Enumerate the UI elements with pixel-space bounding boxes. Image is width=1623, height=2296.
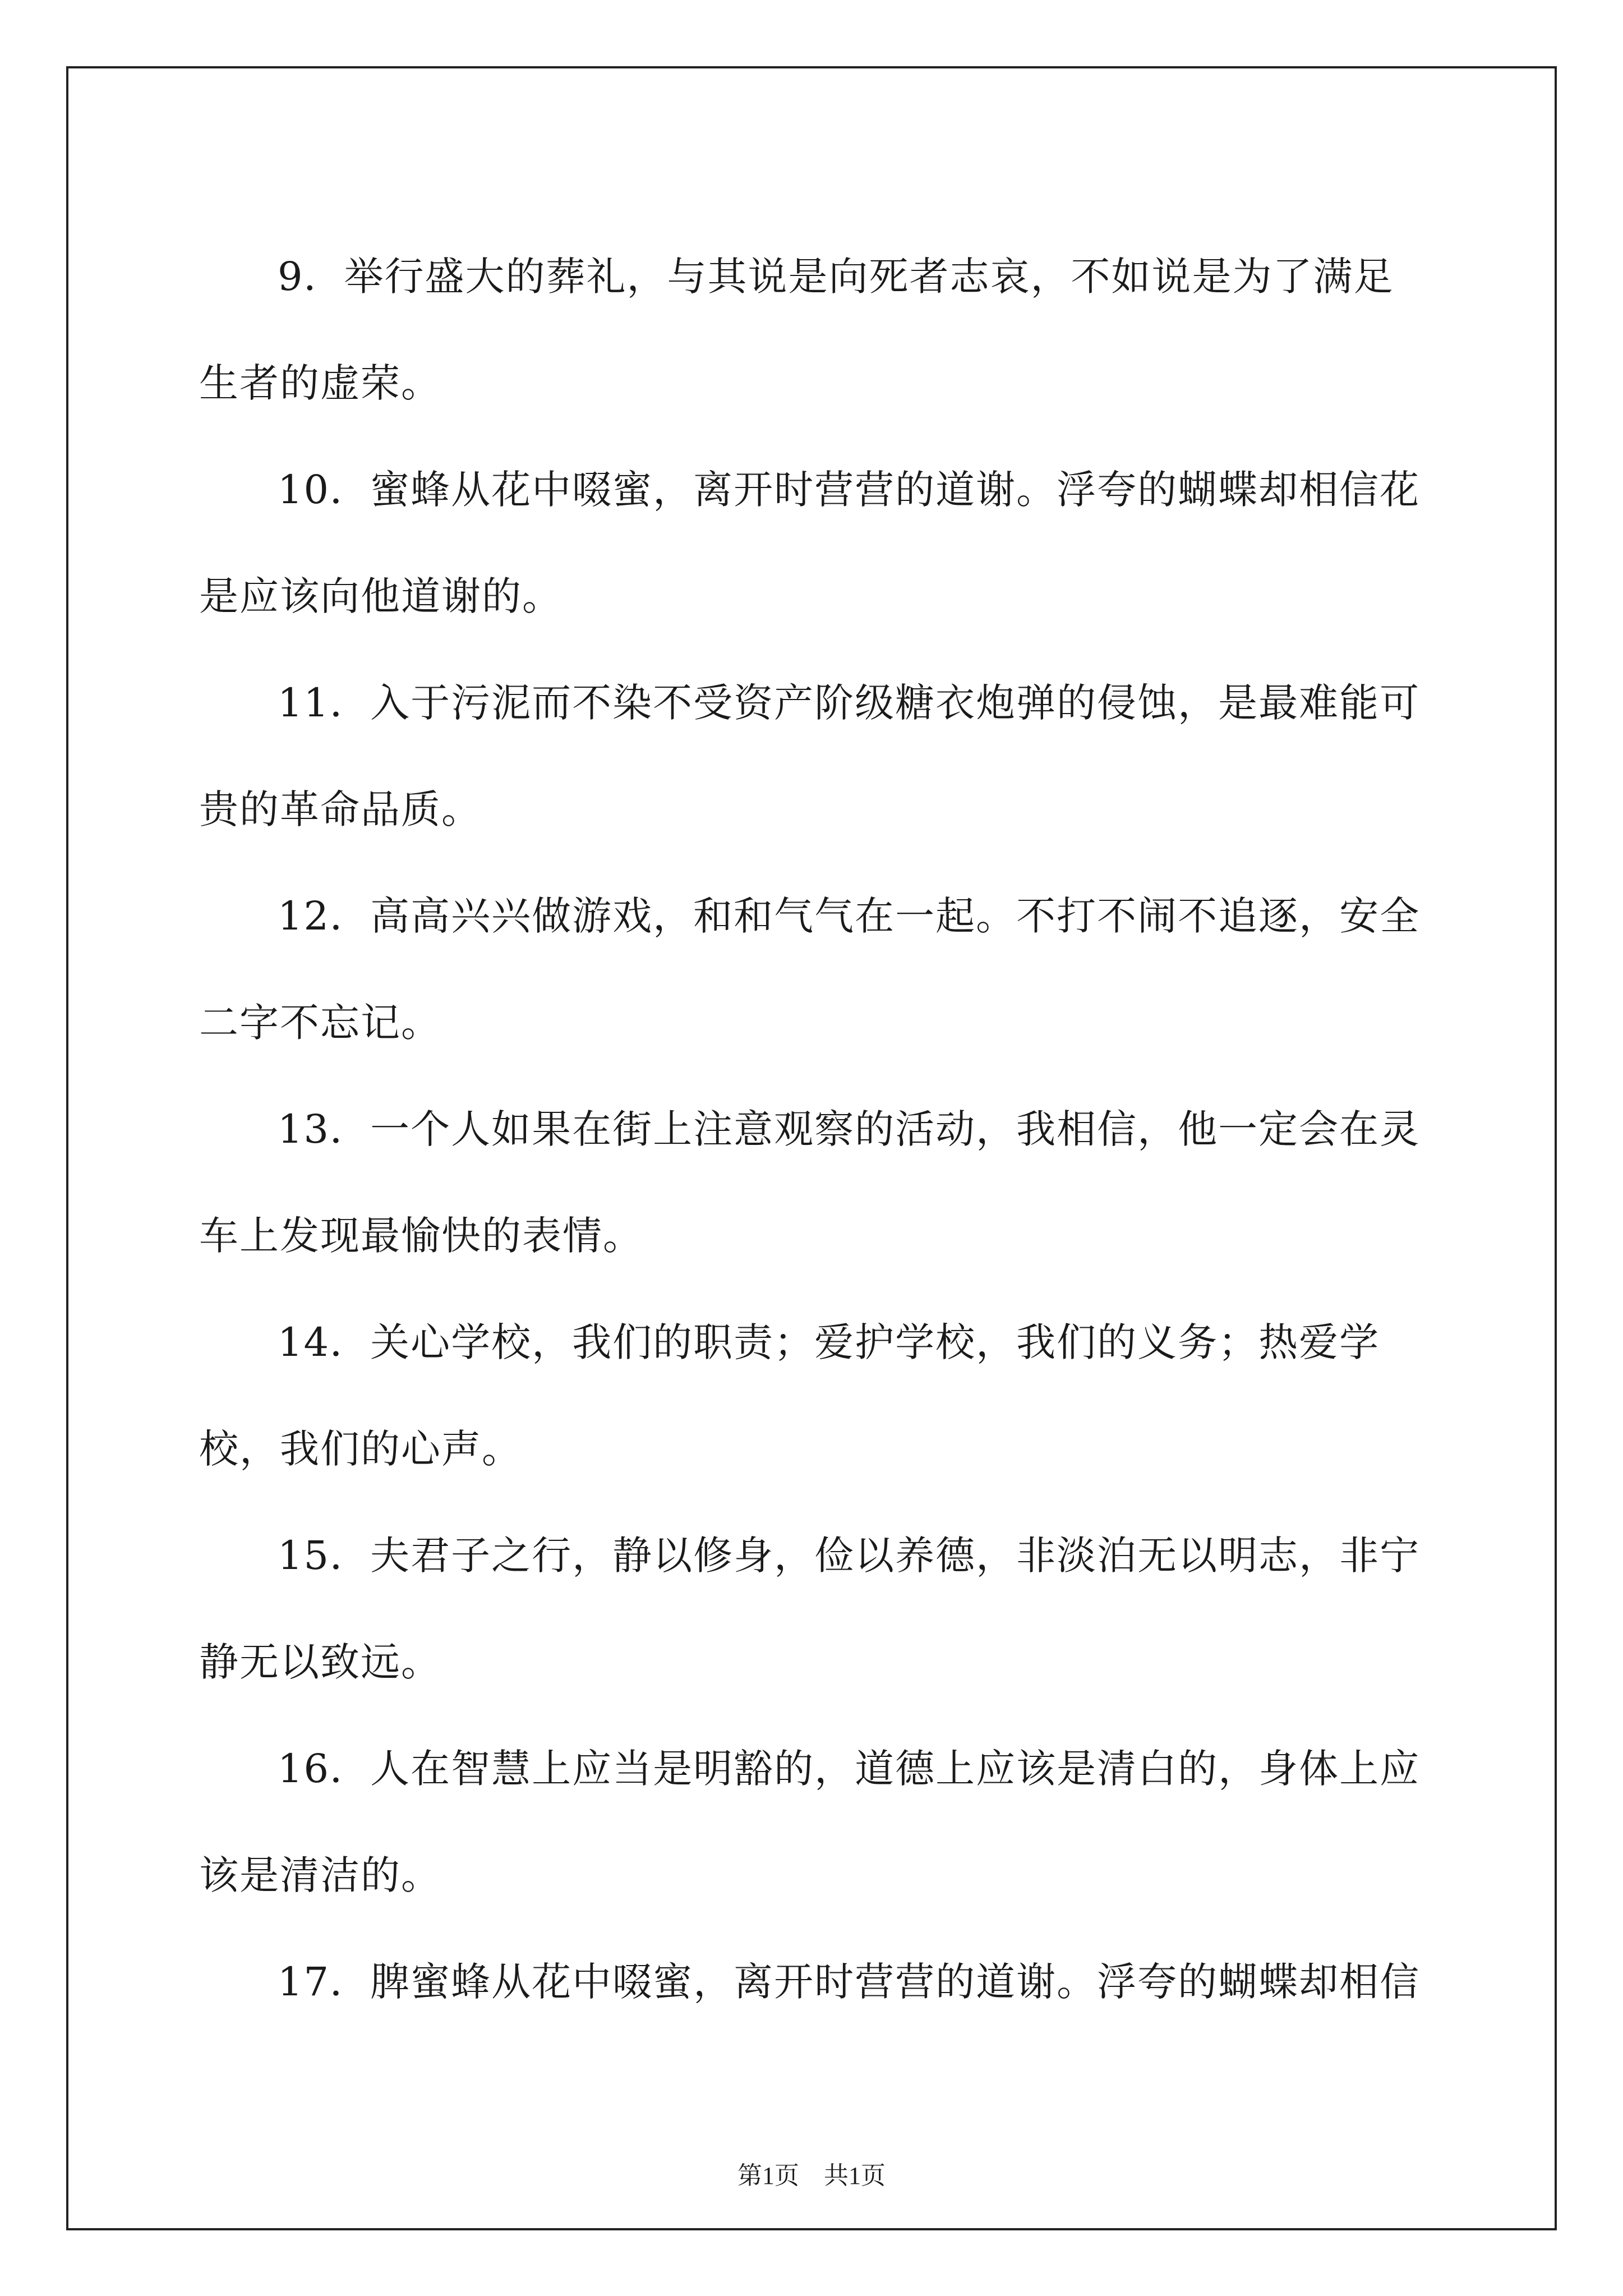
paragraph-17: 17．脾蜜蜂从花中啜蜜，离开时营营的道谢。浮夸的蝴蝶却相信 bbox=[278, 1959, 1421, 2005]
paragraph-10: 10．蜜蜂从花中啜蜜，离开时营营的道谢。浮夸的蝴蝶却相信花是应该向他道谢的。 bbox=[199, 467, 1421, 619]
paragraph-9: 9．举行盛大的葬礼，与其说是向死者志哀，不如说是为了满足生者的虚荣。 bbox=[199, 254, 1394, 406]
paragraph-12: 12．高高兴兴做游戏，和和气气在一起。不打不闹不追逐，安全二字不忘记。 bbox=[199, 893, 1421, 1046]
paragraph-14: 14．关心学校，我们的职责；爱护学校，我们的义务；热爱学校，我们的心声。 bbox=[199, 1319, 1380, 1472]
paragraph-13: 13．一个人如果在街上注意观察的活动，我相信，他一定会在灵车上发现最愉快的表情。 bbox=[199, 1106, 1421, 1259]
document-body bbox=[199, 223, 1424, 2035]
paragraph-11: 11．入于污泥而不染不受资产阶级糖衣炮弹的侵蚀，是最难能可贵的革命品质。 bbox=[199, 680, 1421, 832]
page-number-footer: 第1页 共1页 bbox=[737, 2162, 886, 2189]
paragraph-16: 16．人在智慧上应当是明豁的，道德上应该是清白的，身体上应该是清洁的。 bbox=[199, 1746, 1421, 1898]
paragraph-15: 15．夫君子之行，静以修身，俭以养德，非淡泊无以明志，非宁静无以致远。 bbox=[199, 1533, 1421, 1685]
